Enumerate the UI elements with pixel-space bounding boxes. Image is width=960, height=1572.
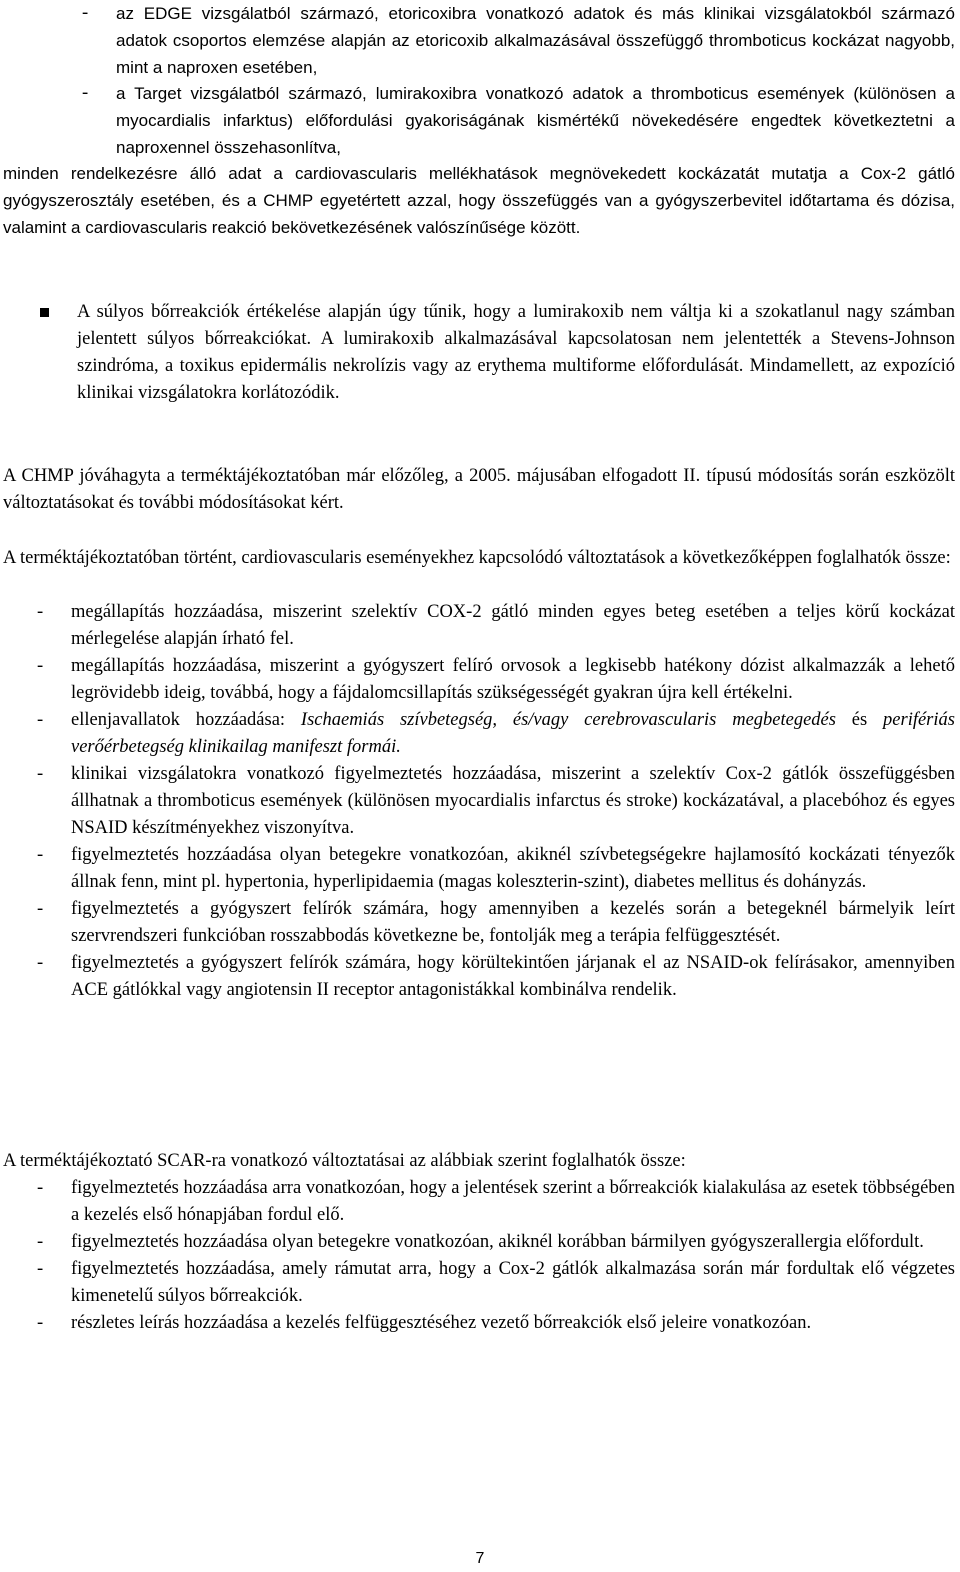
- list-item-text: figyelmeztetés hozzáadása olyan betegekre vonatkozóan, akiknél szívbetegségekre hajlamosító kockázati tényezők állnak fenn, mint pl. hypertonia, hyperlipidaemia (magas koleszterin-szint), diabetes mellitus és dohányzás.: [71, 845, 955, 892]
- list-item: [3, 761, 955, 842]
- dash-marker: -: [37, 602, 44, 622]
- square-bullet-item: [3, 299, 955, 407]
- contraindication-conj: és: [835, 710, 884, 730]
- list-item-text: megállapítás hozzáadása, miszerint a gyógyszert felíró orvosok a legkisebb hatékony dózist alkalmazzák a lehető legrövidebb ideig, továbbá, hogy a fájdalomcsillapítás szükségességét gyakran újra kell értékelni.: [71, 656, 955, 703]
- list-item-text: részletes leírás hozzáadása a kezelés felfüggesztéséhez vezető bőrreakciók első jeleire vonatkozóan.: [71, 1313, 812, 1333]
- list-item: [3, 1256, 955, 1310]
- dash-marker: -: [37, 710, 44, 730]
- page-number: 7: [475, 1550, 485, 1567]
- list-item: [3, 950, 955, 1004]
- square-bullet-text: A súlyos bőrreakciók értékelése alapján úgy tűnik, hogy a lumirakoxib nem váltja ki a szokatlanul nagy számban jelentett súlyos bőrreakciókat. A lumirakoxib alkalmazásával kapcsolatosan nem jelentették a Stevens-Johnson szindróma, a toxikus epidermális nekrolízis vagy az erythema multiforme előfordulását. Mindamellett, az expozíció klinikai vizsgálatokra korlátozódik.: [77, 302, 955, 403]
- list-item: [3, 707, 955, 761]
- scar-changes-list: [3, 1175, 955, 1337]
- list-item-text: figyelmeztetés a gyógyszert felírók számára, hogy körültekintően járjanak el az NSAID-ok felírásakor, amennyiben ACE gátlókkal vagy angiotensin II receptor antagonistákkal kombinálva rendelik.: [71, 953, 955, 1000]
- paragraph-scar-intro: A terméktájékoztató SCAR-ra vonatkozó változtatásai az alábbiak szerint foglalhatók össze:: [3, 1151, 686, 1171]
- dash-marker: -: [37, 764, 44, 784]
- dash-marker: -: [37, 899, 44, 919]
- list-item: [3, 1175, 955, 1229]
- list-item: [3, 80, 955, 161]
- paragraph-cv-intro: A terméktájékoztatóban történt, cardiovascularis eseményekhez kapcsolódó változtatások a következőképpen foglalhatók össze:: [3, 548, 951, 568]
- paragraph-cv-summary: minden rendelkezésre álló adat a cardiovascularis mellékhatások megnövekedett kockázatát mutatja a Cox-2 gátló gyógyszerosztály esetében, és a CHMP egyetértett azzal, hogy összefüggés van a gyógyszerbevitel időtartama és dózisa, valamint a cardiovascularis reakció bekövetkezésének valószínűsége között.: [3, 164, 955, 237]
- list-item: [3, 896, 955, 950]
- dash-marker: -: [37, 656, 44, 676]
- list-item-text: az EDGE vizsgálatból származó, etoricoxibra vonatkozó adatok és más klinikai vizsgálatokból származó adatok csoportos elemzése alapján az etoricoxib alkalmazásával összefüggő thromboticus kockázat nagyobb, mint a naproxen esetében,: [116, 4, 955, 77]
- list-item-text: megállapítás hozzáadása, miszerint szelektív COX-2 gátló minden egyes beteg esetében a teljes körű kockázat mérlegelése alapján írható fel.: [71, 602, 955, 649]
- dash-marker: -: [82, 83, 89, 103]
- square-bullet-icon: [3, 299, 77, 407]
- dash-marker: -: [37, 1259, 44, 1279]
- list-item: [3, 0, 955, 81]
- list-item: [3, 599, 955, 653]
- list-item-text: figyelmeztetés hozzáadása olyan betegekre vonatkozóan, akiknél korábban bármilyen gyógyszerallergia előfordult.: [71, 1232, 924, 1252]
- list-item-text: figyelmeztetés hozzáadása arra vonatkozóan, hogy a jelentések szerint a bőrreakciók kialakulása az esetek többségében a kezelés első hónapjában fordul elő.: [71, 1178, 955, 1225]
- list-item-text: a Target vizsgálatból származó, lumirakoxibra vonatkozó adatok a thromboticus események (különösen a myocardialis infarktus) előfordulási gyakoriságának kismértékű növekedésére engedtek következtetni a naproxennel összehasonlítva,: [116, 84, 955, 157]
- dash-marker: -: [82, 3, 89, 23]
- dash-marker: -: [37, 953, 44, 973]
- cv-changes-list: [3, 599, 955, 1004]
- contraindication-italic-1: Ischaemiás szívbetegség, és/vagy cerebrovascularis megbetegedés: [300, 710, 836, 730]
- list-item: [3, 842, 955, 896]
- dash-marker: -: [37, 1313, 44, 1333]
- contraindication-italic-2: perifériás verőérbetegség klinikailag manifeszt formái.: [71, 710, 955, 757]
- list-item-text: [71, 707, 955, 761]
- dash-marker: -: [37, 845, 44, 865]
- list-item: [3, 653, 955, 707]
- list-item: [3, 1229, 955, 1256]
- dash-marker: -: [37, 1232, 44, 1252]
- list-item-text: klinikai vizsgálatokra vonatkozó figyelmeztetés hozzáadása, miszerint a szelektív Cox-2 gátlók összefüggésben állhatnak a thromboticus események (különösen myocardialis infarctus és stroke) kockázatával, a placebóhoz és egyes NSAID készítményekhez viszonyítva.: [71, 764, 955, 838]
- list-item-text: figyelmeztetés hozzáadása, amely rámutat arra, hogy a Cox-2 gátlók alkalmazása során már fordultak elő végzetes kimenetelű súlyos bőrreakciók.: [71, 1259, 955, 1306]
- list-item-text: figyelmeztetés a gyógyszert felírók számára, hogy amennyiben a kezelés során a betegeknél bármelyik leírt szervrendszeri funkcióban rosszabbodás következne be, fontolják meg a terápia felfüggesztését.: [71, 899, 955, 946]
- dash-marker: -: [37, 1178, 44, 1198]
- contraindication-label: ellenjavallatok hozzáadása:: [71, 710, 301, 730]
- paragraph-chmp: A CHMP jóváhagyta a terméktájékoztatóban már előzőleg, a 2005. májusában elfogadott II. típusú módosítás során eszközölt változtatásokat és további módosításokat kért.: [3, 466, 955, 513]
- list-item: [3, 1310, 955, 1337]
